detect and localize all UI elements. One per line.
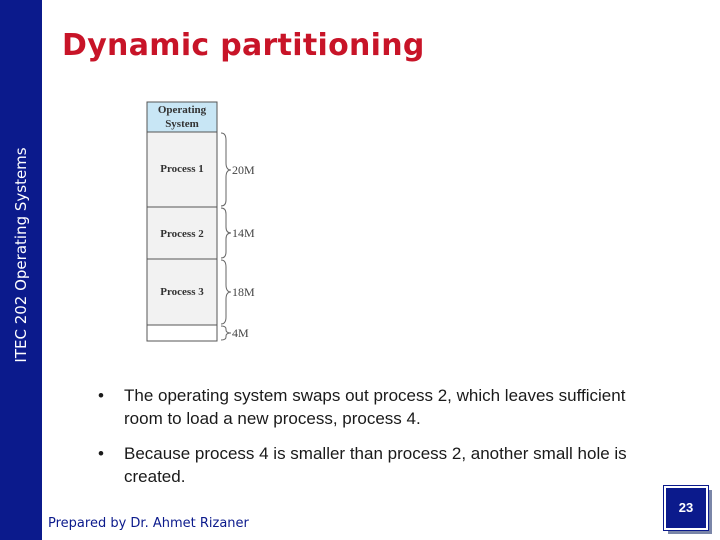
slide-title: Dynamic partitioning [62,28,425,63]
bullet-text-2: Because process 4 is smaller than process 2, another small hole is created. [124,444,627,486]
brace-20m [221,133,231,206]
bullet-item-1 [98,384,658,430]
memory-diagram-svg [138,100,338,350]
brace-4m [221,326,231,340]
bullet-text-1: The operating system swaps out process 2, which leaves sufficient room to load a new process, process 4. [124,386,626,428]
free-hole [147,325,217,341]
bullet-marker: • [98,444,104,463]
bullet-marker: • [98,386,104,405]
os-label-line2: System [165,118,199,130]
size-label-4m: 4M [232,326,249,340]
partition-label-3: Process 3 [160,286,204,298]
bullet-item-2 [98,442,658,488]
brace-14m [221,208,231,258]
os-label-line1: Operating [157,104,207,116]
size-label-14m: 14M [232,226,255,240]
page-number-box [664,486,708,530]
size-label-18m: 18M [232,285,255,299]
bullet-list [98,384,658,500]
sidebar [0,0,42,540]
partition-label-1: Process 1 [160,163,204,175]
brace-18m [221,260,231,324]
sidebar-course-label: ITEC 202 Operating Systems [12,147,30,363]
footer-author: Prepared by Dr. Ahmet Rizaner [48,516,249,531]
page-number: 23 [664,486,708,530]
size-label-20m: 20M [232,163,255,177]
memory-diagram [138,100,338,355]
partition-label-2: Process 2 [160,228,204,240]
